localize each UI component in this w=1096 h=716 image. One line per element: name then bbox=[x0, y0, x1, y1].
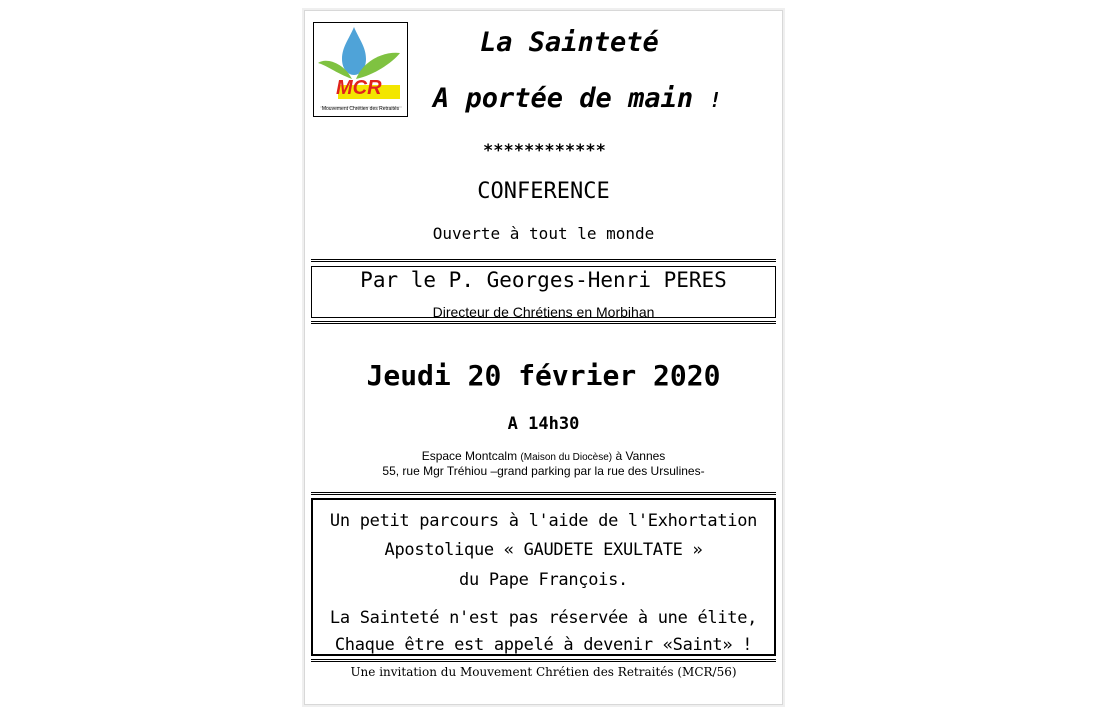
mcr-logo bbox=[313, 22, 408, 117]
event-time: A 14h30 bbox=[507, 414, 580, 434]
title-line-2-text: A portée de main bbox=[433, 83, 694, 114]
venue-city: à Vannes bbox=[615, 449, 666, 463]
title-line-2 bbox=[433, 83, 721, 114]
message-line-4: La Sainteté n'est pas réservée à une élite, bbox=[329, 608, 758, 628]
speaker-name: Par le P. Georges-Henri PERES bbox=[360, 268, 727, 292]
message-line-1: Un petit parcours à l'aide de l'Exhortation bbox=[329, 511, 758, 531]
conference-heading: CONFERENCE bbox=[477, 179, 610, 204]
event-address: 55, rue Mgr Tréhiou –grand parking par la rue des Ursulines- bbox=[382, 464, 705, 478]
event-venue bbox=[305, 449, 782, 463]
logo-mcr-text: MCR bbox=[336, 77, 382, 99]
title-line-1: La Sainteté bbox=[480, 27, 659, 58]
speaker-role: Directeur de Chrétiens en Morbihan bbox=[432, 304, 655, 320]
message-line-2: Apostolique « GAUDETE EXULTATE » bbox=[384, 540, 703, 560]
event-date: Jeudi 20 février 2020 bbox=[366, 359, 721, 392]
message-line-3: du Pape François. bbox=[459, 570, 628, 590]
message-line-5: Chaque être est appelé à devenir «Saint» ! bbox=[334, 635, 753, 655]
invitation-footer: Une invitation du Mouvement Chrétien des Retraités (MCR/56) bbox=[350, 665, 737, 679]
stars-separator: ************ bbox=[483, 141, 606, 161]
mcr-logo-icon bbox=[314, 23, 407, 116]
venue-name: Espace Montcalm bbox=[421, 449, 518, 463]
speaker-box bbox=[311, 259, 776, 324]
venue-note: (Maison du Diocèse) bbox=[520, 452, 613, 463]
open-to-all-text: Ouverte à tout le monde bbox=[432, 224, 655, 243]
flyer-page bbox=[305, 11, 782, 704]
logo-subtext: Mouvement Chrétien des Retraités bbox=[321, 106, 400, 112]
message-box bbox=[311, 492, 776, 662]
title-exclamation: ! bbox=[709, 88, 722, 112]
